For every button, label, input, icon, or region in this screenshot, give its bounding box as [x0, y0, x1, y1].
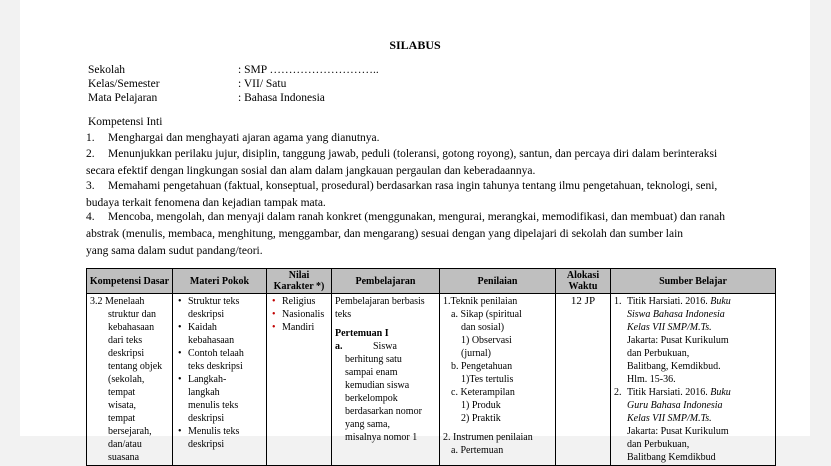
ki-item-2	[86, 146, 766, 180]
ki-number: 4.	[86, 211, 95, 223]
materi-item: • Struktur teks deskripsi	[188, 295, 263, 321]
kd-line: (sekolah,	[108, 374, 145, 385]
kd-line: dan/atau	[108, 439, 142, 450]
alokasi-cell: 12 JP	[556, 294, 611, 466]
nilai-item: • Mandiri	[282, 321, 328, 334]
materi-cell	[173, 294, 267, 466]
sumber-item: 1. Titik Harsiati. 2016. Buku Siswa Bahasa Indonesia Kelas VII SMP/M.Ts. Jakarta: Pusat Kurikulum dan Perbukuan, Balitbang, Kemdikbud. Hlm. 15-36.	[614, 296, 731, 385]
kd-line: wisata,	[108, 400, 137, 411]
info-row-sekolah	[88, 64, 379, 76]
sumber-cell	[611, 294, 776, 466]
ki-number: 2.	[86, 148, 95, 160]
pembelajaran-step: a. Siswa berhitung satu sampai enam kemudian siswa berkelompok berdasarkan nomor yang sama, misalnya nomor 1	[335, 341, 422, 443]
kd-line: dari teks	[108, 335, 143, 346]
nilai-item: • Religius	[282, 295, 328, 308]
sumber-item: 2. Titik Harsiati. 2016. Buku Guru Bahasa Indonesia Kelas VII SMP/M.Ts. Jakarta: Pusat Kurikulum dan Perbukuan, Balitbang Kemdikbud	[614, 387, 731, 463]
document-page	[20, 0, 810, 463]
kd-line: 3.2 Menelaah	[90, 296, 145, 307]
info-value: : SMP ………………………..	[238, 64, 379, 76]
col-header: Alokasi Waktu	[556, 269, 611, 294]
kd-line: bersejarah,	[108, 426, 152, 437]
ki-item-3	[86, 178, 766, 212]
table-header-row	[87, 269, 776, 294]
kd-cell	[87, 294, 173, 466]
ki-text: budaya terkait fenomena dan kejadian tampak mata.	[86, 197, 326, 209]
pertemuan-heading: Pertemuan I	[335, 328, 389, 339]
kd-line: deskripsi	[108, 348, 145, 359]
ki-text: Mencoba, mengolah, dan menyaji dalam ranah konkret (menggunakan, mengurai, merangkai, memodifikasi, dan membuat) dan ranah	[108, 211, 725, 223]
info-row-kelas	[88, 78, 287, 90]
ki-item-4	[86, 209, 766, 260]
document-title: SILABUS	[389, 38, 441, 52]
info-label: Mata Pelajaran	[88, 92, 158, 104]
col-header: Pembelajaran	[332, 269, 440, 294]
ki-text: abstrak (menulis, membaca, menghitung, menggambar, dan mengarang) sesuai dengan yang dipelajari di sekolah dan sumber lain	[86, 228, 684, 240]
nilai-cell	[267, 294, 332, 466]
info-label: Kelas/Semester	[88, 78, 160, 90]
kd-line: suasana	[108, 452, 140, 463]
pembelajaran-cell	[332, 294, 440, 466]
info-value: : Bahasa Indonesia	[238, 92, 325, 104]
materi-item: • Langkah- langkah menulis teks deskripsi	[188, 373, 263, 425]
col-header: Materi Pokok	[173, 269, 267, 294]
info-value: : VII/ Satu	[238, 78, 287, 90]
materi-item: • Kaidah kebahasaan	[188, 321, 263, 347]
col-header: Sumber Belajar	[611, 269, 776, 294]
col-header: Kompetensi Dasar	[87, 269, 173, 294]
kd-line: tentang objek	[108, 361, 163, 372]
kd-line: kebahasaan	[108, 322, 155, 333]
silabus-table	[86, 268, 776, 466]
ki-text: Menghargai dan menghayati ajaran agama yang dianutnya.	[108, 132, 380, 144]
materi-item: • Contoh telaah teks deskripsi	[188, 347, 263, 373]
ki-number: 1.	[86, 132, 95, 144]
ki-text: secara efektif dengan lingkungan sosial dan alam dalam jangkauan pergaulan dan keberadaannya.	[86, 165, 536, 177]
materi-item: • Menulis teks deskripsi	[188, 425, 263, 451]
col-header: Penilaian	[440, 269, 556, 294]
ki-number: 3.	[86, 180, 95, 192]
kd-line: tempat	[108, 413, 136, 424]
ki-text: Memahami pengetahuan (faktual, konseptual, prosedural) berdasarkan rasa ingin tahunya tentang ilmu pengetahuan, teknologi, seni,	[108, 180, 718, 192]
table-row	[87, 294, 776, 466]
ki-text: yang sama dalam sudut pandang/teori.	[86, 245, 263, 257]
ki-item-1	[86, 130, 766, 147]
step-label: a.	[335, 341, 343, 352]
nilai-item: • Nasionalis	[282, 308, 328, 321]
info-label: Sekolah	[88, 64, 126, 76]
pembelajaran-line: teks	[335, 309, 352, 320]
pembelajaran-line: Pembelajaran berbasis	[335, 296, 425, 307]
kd-line: struktur dan	[108, 309, 157, 320]
ki-text: Menunjukkan perilaku jujur, disiplin, tanggung jawab, peduli (toleransi, gotong royong), santun, dan percaya diri dalam berinteraksi	[108, 148, 718, 160]
kd-line: tempat	[108, 387, 136, 398]
ki-heading: Kompetensi Inti	[88, 116, 163, 128]
col-header: Nilai Karakter *)	[267, 269, 332, 294]
info-row-mapel	[88, 92, 325, 104]
penilaian-cell: 1.Teknik penilaian a. Sikap (spiritual dan sosial) 1) Observasi (jurnal) b. Pengetahuan 1)Tes tertulis c. Keterampilan 1) Produk 2) Praktik 2. Instrumen penilaian a. Pertemuan	[440, 294, 556, 466]
